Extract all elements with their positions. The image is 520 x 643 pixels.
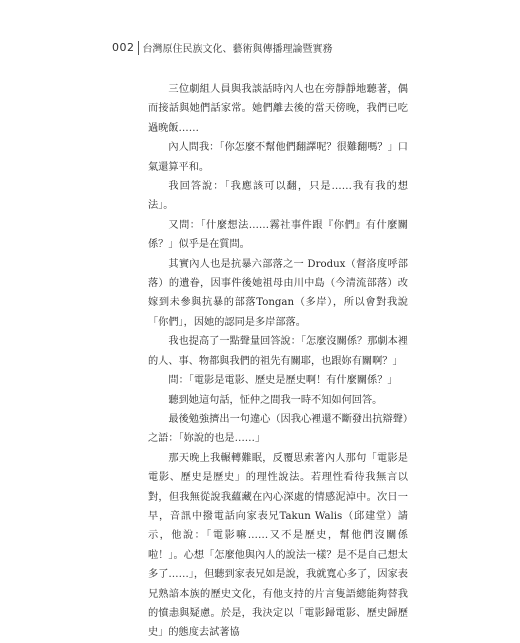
paragraph: 最後勉強擠出一句違心（因我心裡還不斷發出抗辯聲）之語：「妳說的也是……」: [148, 413, 408, 445]
paragraph: 三位劇組人員與我談話時內人也在旁靜靜地聽著，偶而接話與她們話家常。她們離去後的當天傍晚，我們已吃過晚飯……: [148, 84, 408, 134]
paragraph: 我回答說：「我應該可以翻，只是……我有我的想法」。: [148, 181, 408, 212]
running-title: 台灣原住民族文化、藝術與傳播理論暨實務: [142, 44, 333, 55]
paragraph: 內人問我：「你怎麼不幫他們翻譯呢？很難翻嗎？」口氣還算平和。: [148, 142, 408, 173]
paragraph: 我也提高了一點聲量回答說：「怎麼沒關係？那劇本裡的人、事、物都與我們的祖先有關耶，也跟妳有關啊？」: [148, 336, 408, 367]
paragraph: 又問：「什麼想法……霧社事件跟『你們』有什麼關係？」似乎是在質問。: [148, 219, 408, 251]
paragraph: 問：「電影是電影、歷史是歷史啊！有什麼關係？」: [168, 375, 398, 387]
paragraph: 聽到她這句話，怔仲之間我一時不知如何回答。: [168, 394, 383, 406]
running-header: [112, 40, 333, 55]
header-divider: [138, 41, 139, 55]
paragraph: 其實內人也是抗暴六部落之一 Drodux（督洛度呼部落）的遺眷，因事件後她祖母由川中島（今清流部落）改嫁到未參與抗暴的部落Tongan（多岸），所以會對我說「你們」，因她的認同是多岸部落。: [148, 258, 408, 328]
page-number: 002: [112, 41, 135, 54]
paragraph: 那天晚上我輾轉難眠，反覆思索著內人那句「電影是電影、歷史是歷史」的理性說法。若理性看待我無言以對，但我無從說我蘊藏在內心深處的情感泥淖中。次日一早，音訊中撥電話向家表兄Takun Walis（邱建堂）請示，他說：「電影嘛……又不是歷史，幫他們沒關係啦！」。心想「怎麼他與內人的說法一樣？是不是自己想太多了……」，但聽到家表兄如是說，我就寬心多了，因家表兄熟諳本族的歷史文化，有他支持的片言隻語總能夠替我的憤恚與疑慮。於是，我決定以「電影歸電影、歷史歸歷史」的態度去試著協: [148, 452, 408, 639]
body-text: [148, 80, 408, 643]
